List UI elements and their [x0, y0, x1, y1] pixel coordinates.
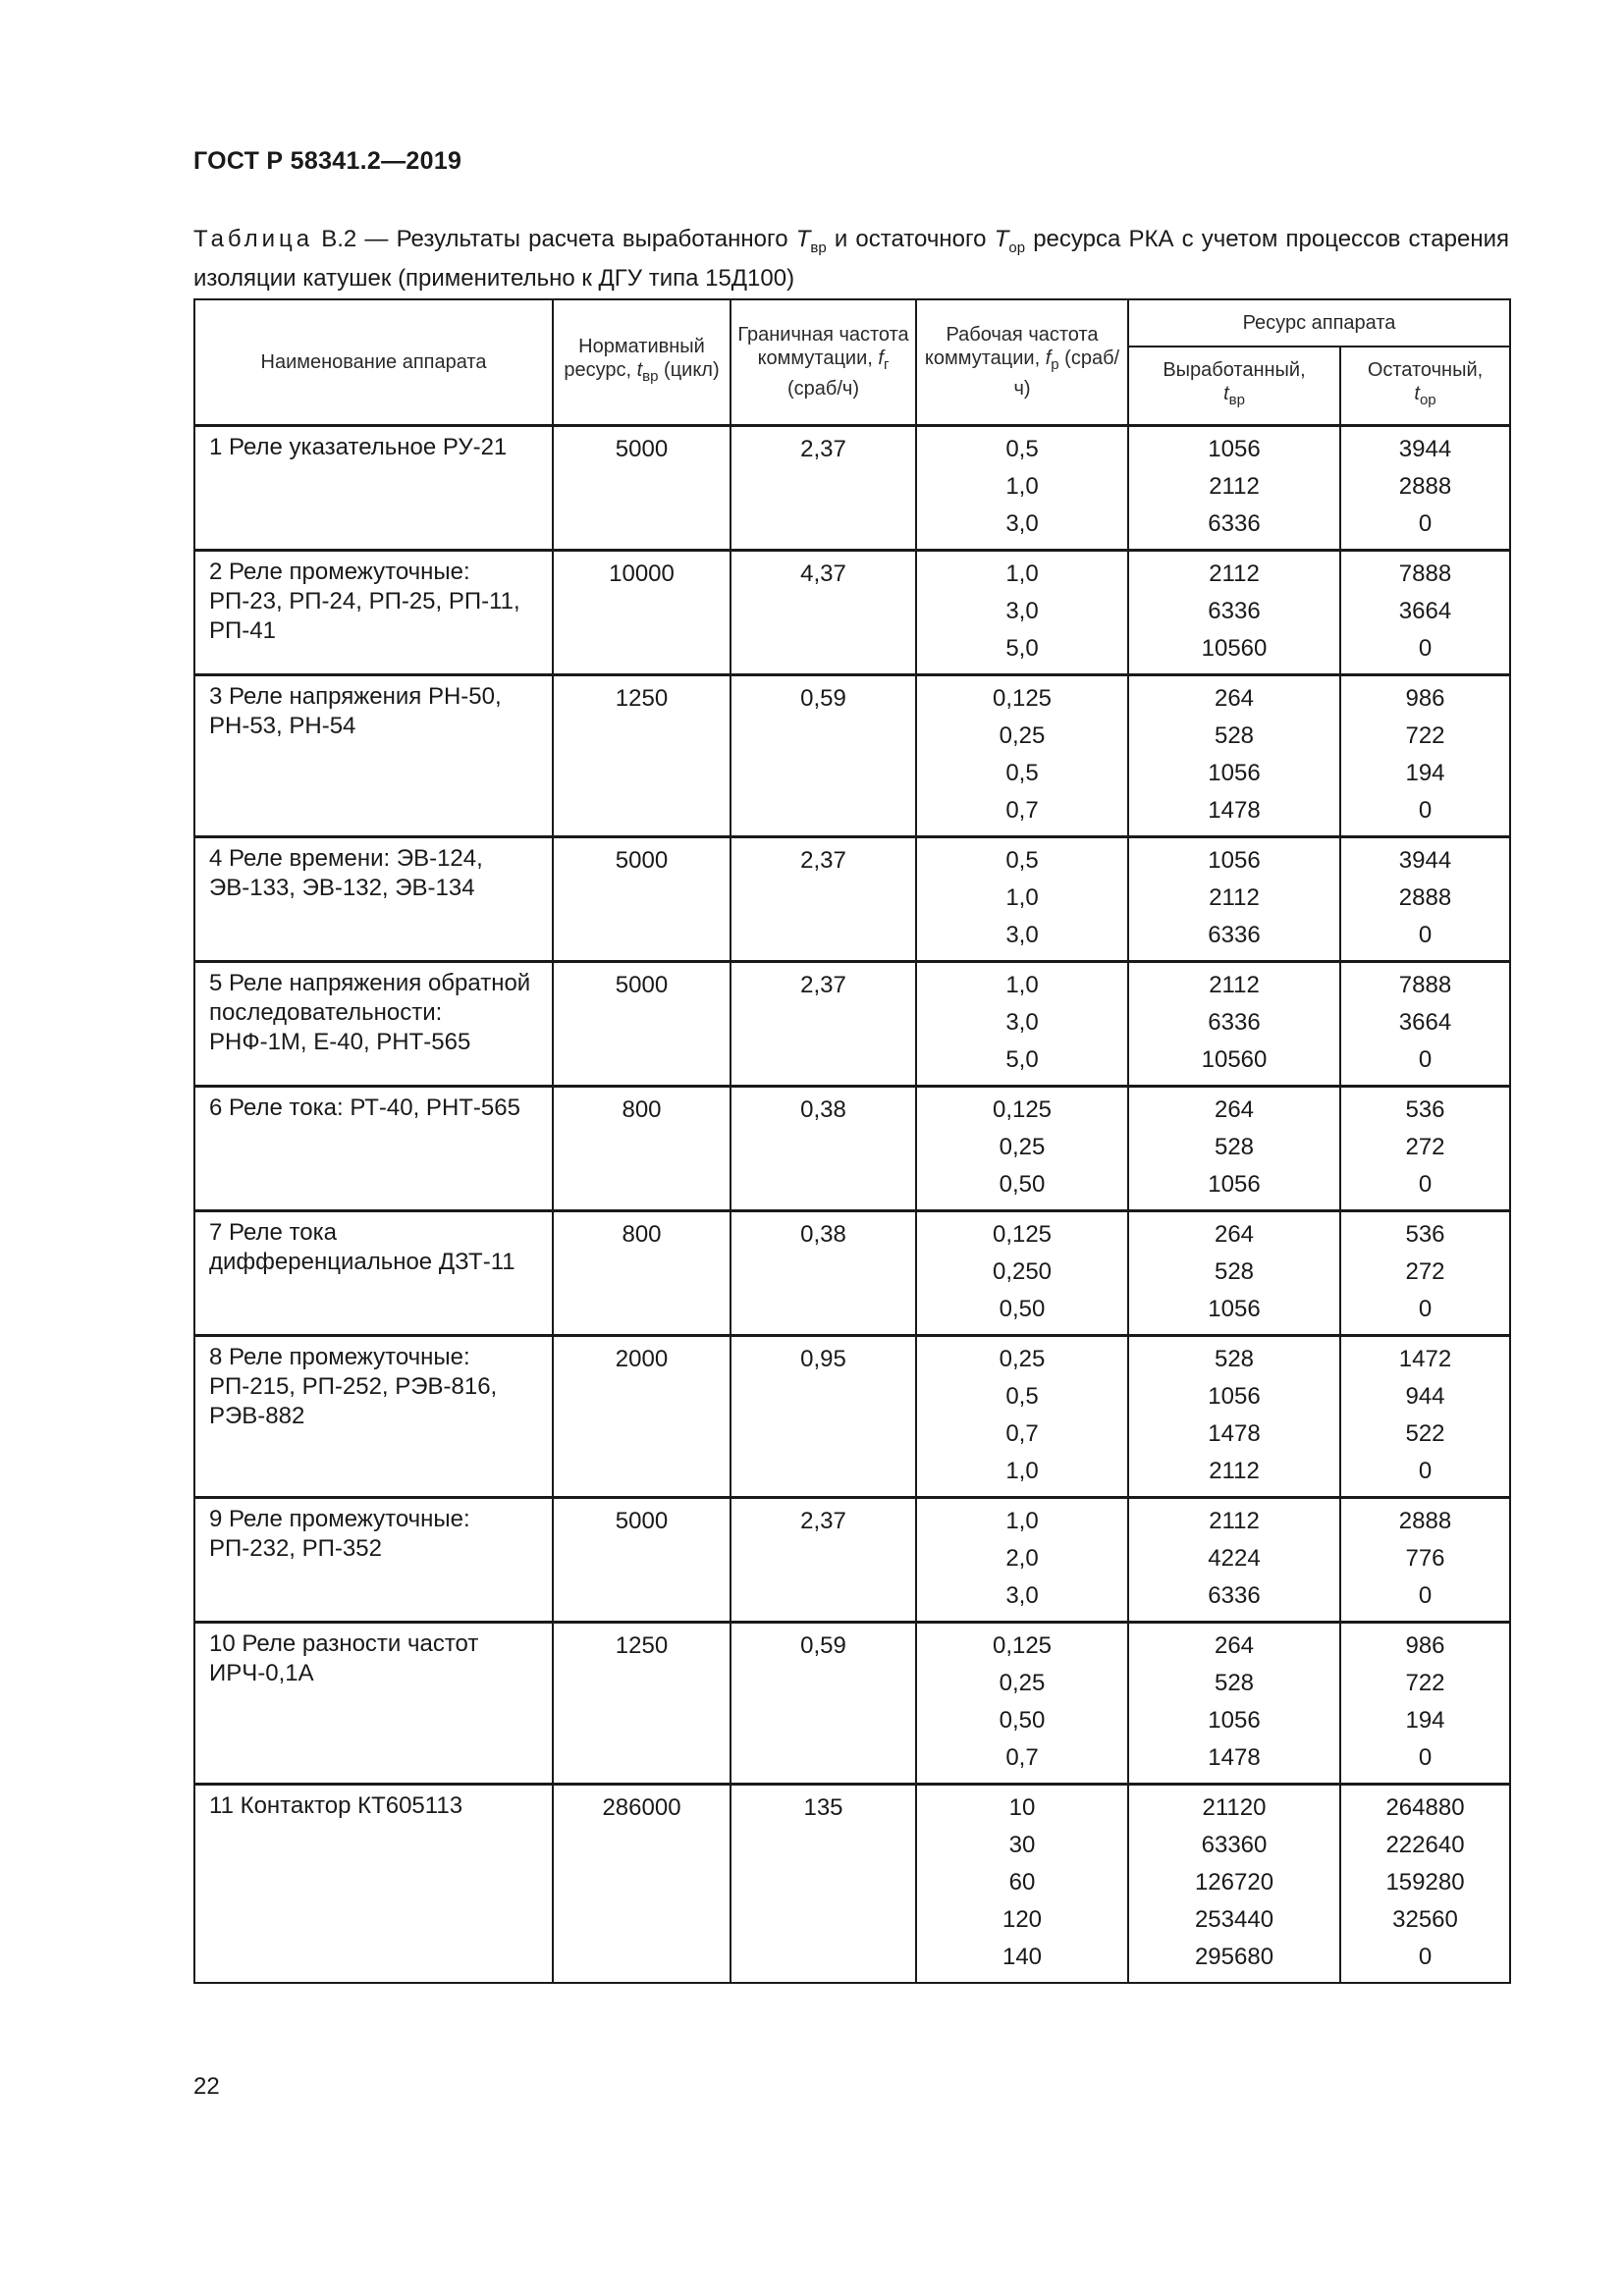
working-frequency-value: 0,25	[999, 1133, 1046, 1160]
working-frequency-value: 0,125	[992, 1631, 1053, 1659]
residual-resource-cell	[1340, 1210, 1510, 1335]
residual-resource-value: 264880	[1385, 1793, 1465, 1821]
used-resource-cell	[1128, 1086, 1340, 1210]
device-name-cell: 1 Реле указательное РУ-21	[194, 425, 553, 550]
residual-resource-value: 986	[1405, 684, 1445, 712]
working-frequency-cell	[916, 1784, 1128, 1983]
residual-resource-value: 722	[1405, 1669, 1445, 1696]
residual-resource-value: 3944	[1398, 846, 1452, 874]
table-row	[194, 961, 1510, 1086]
table-row	[194, 1497, 1510, 1622]
working-frequency-value: 0,5	[1005, 759, 1039, 786]
working-frequency-value: 3,0	[1005, 597, 1039, 624]
working-frequency-value: 140	[1001, 1943, 1043, 1970]
working-frequency-value: 0,125	[992, 1220, 1053, 1248]
device-name-cell: 11 Контактор КТ605113	[194, 1784, 553, 1983]
residual-resource-value: 0	[1418, 1045, 1433, 1073]
working-frequency-value: 5,0	[1005, 634, 1039, 662]
used-resource-value: 2112	[1209, 1457, 1260, 1484]
working-frequency-value: 0,50	[999, 1170, 1046, 1198]
used-resource-value: 10560	[1201, 634, 1268, 662]
residual-resource-value: 159280	[1385, 1868, 1465, 1896]
working-frequency-value: 1,0	[1005, 1457, 1039, 1484]
boundary-frequency-cell: 135	[731, 1784, 916, 1983]
residual-resource-value: 2888	[1398, 472, 1452, 500]
device-name-cell: 10 Реле разности частот ИРЧ-0,1А	[194, 1622, 553, 1784]
residual-resource-cell	[1340, 1335, 1510, 1497]
device-name-cell: 7 Реле тока дифференциальное ДЗТ-11	[194, 1210, 553, 1335]
used-resource-cell	[1128, 425, 1340, 550]
boundary-frequency-cell: 2,37	[731, 1497, 916, 1622]
working-frequency-value: 30	[1008, 1831, 1036, 1858]
used-resource-cell	[1128, 1497, 1340, 1622]
caption-text-2: и остаточного	[826, 226, 995, 252]
results-table-wrapper	[193, 298, 1509, 1984]
working-frequency-value: 0,125	[992, 1095, 1053, 1123]
table-header	[194, 299, 1510, 425]
residual-resource-value: 0	[1418, 1295, 1433, 1322]
device-name-cell: 8 Реле промежуточные: РП-215, РП-252, РЭВ-816, РЭВ-882	[194, 1335, 553, 1497]
device-name-cell: 3 Реле напряжения РН-50, РН-53, РН-54	[194, 674, 553, 836]
table-row	[194, 1622, 1510, 1784]
residual-resource-cell	[1340, 1086, 1510, 1210]
column-header-working-frequency: Рабочая частота коммутации, $f_р$ (сраб/ч)	[916, 299, 1128, 425]
table-row	[194, 836, 1510, 961]
working-frequency-value: 1,0	[1005, 1507, 1039, 1534]
device-name-cell: 5 Реле напряжения обратной последовательности: РНФ-1М, Е-40, РНТ-565	[194, 961, 553, 1086]
residual-resource-value: 536	[1405, 1220, 1445, 1248]
document-header: ГОСТ Р 58341.2—2019	[193, 147, 462, 175]
used-resource-value: 528	[1214, 1669, 1255, 1696]
residual-resource-value: 986	[1405, 1631, 1445, 1659]
residual-resource-value: 3944	[1398, 435, 1452, 462]
used-resource-value: 6336	[1208, 597, 1261, 624]
used-resource-value: 6336	[1208, 921, 1261, 948]
working-frequency-value: 1,0	[1005, 971, 1039, 998]
working-frequency-cell	[916, 961, 1128, 1086]
used-resource-cell	[1128, 1784, 1340, 1983]
residual-resource-value: 2888	[1398, 883, 1452, 911]
working-frequency-cell	[916, 1086, 1128, 1210]
boundary-frequency-cell: 2,37	[731, 425, 916, 550]
residual-resource-value: 944	[1405, 1382, 1445, 1410]
device-name-cell: 9 Реле промежуточные: РП-232, РП-352	[194, 1497, 553, 1622]
used-resource-value: 253440	[1194, 1905, 1274, 1933]
used-resource-cell	[1128, 1210, 1340, 1335]
working-frequency-value: 0,7	[1005, 1743, 1039, 1771]
residual-resource-value: 0	[1418, 509, 1433, 537]
normative-resource-cell: 5000	[553, 836, 731, 961]
working-frequency-cell	[916, 1210, 1128, 1335]
working-frequency-value: 60	[1008, 1868, 1036, 1896]
boundary-frequency-cell: 0,38	[731, 1086, 916, 1210]
used-resource-value: 2112	[1209, 1507, 1260, 1534]
residual-resource-value: 0	[1418, 921, 1433, 948]
used-resource-value: 2112	[1209, 560, 1260, 587]
table-row	[194, 1784, 1510, 1983]
caption-text-1: В.2 — Результаты расчета выработанного	[313, 226, 796, 252]
used-resource-value: 528	[1214, 1133, 1255, 1160]
column-header-boundary-frequency: Граничная частота коммутации, $f_г$ (сраб/ч)	[731, 299, 916, 425]
residual-resource-value: 0	[1418, 1743, 1433, 1771]
device-name-cell: 4 Реле времени: ЭВ-124, ЭВ-133, ЭВ-132, ЭВ-134	[194, 836, 553, 961]
used-resource-value: 1056	[1208, 1382, 1261, 1410]
column-header-used-resource: Выработанный, $t_{вр}$	[1128, 347, 1340, 425]
working-frequency-value: 2,0	[1005, 1544, 1039, 1572]
used-resource-value: 1478	[1208, 796, 1261, 824]
used-resource-value: 1056	[1208, 846, 1261, 874]
residual-resource-value: 194	[1405, 1706, 1445, 1734]
table-row	[194, 674, 1510, 836]
residual-resource-value: 522	[1405, 1419, 1445, 1447]
residual-resource-cell	[1340, 836, 1510, 961]
normative-resource-cell: 800	[553, 1210, 731, 1335]
table-body	[194, 425, 1510, 1983]
residual-resource-value: 32560	[1392, 1905, 1458, 1933]
residual-resource-cell	[1340, 1497, 1510, 1622]
used-resource-value: 10560	[1201, 1045, 1268, 1073]
used-resource-value: 528	[1214, 721, 1255, 749]
used-resource-value: 1056	[1208, 1295, 1261, 1322]
table-caption	[193, 224, 1509, 294]
residual-resource-value: 722	[1405, 721, 1445, 749]
used-resource-cell	[1128, 961, 1340, 1086]
table-row	[194, 1335, 1510, 1497]
residual-resource-value: 2888	[1398, 1507, 1452, 1534]
working-frequency-value: 1,0	[1005, 560, 1039, 587]
working-frequency-cell	[916, 1335, 1128, 1497]
working-frequency-value: 0,5	[1005, 1382, 1039, 1410]
used-resource-value: 2112	[1209, 883, 1260, 911]
normative-resource-cell: 5000	[553, 961, 731, 1086]
used-resource-value: 528	[1214, 1345, 1255, 1372]
caption-var-2: T	[994, 226, 1009, 252]
working-frequency-value: 120	[1001, 1905, 1043, 1933]
table-row	[194, 550, 1510, 674]
used-resource-value: 1478	[1208, 1419, 1261, 1447]
used-resource-value: 264	[1214, 1095, 1255, 1123]
working-frequency-value: 0,25	[999, 1345, 1046, 1372]
used-resource-cell	[1128, 674, 1340, 836]
working-frequency-value: 0,250	[992, 1257, 1053, 1285]
normative-resource-cell: 800	[553, 1086, 731, 1210]
used-resource-value: 1478	[1208, 1743, 1261, 1771]
normative-resource-cell: 5000	[553, 1497, 731, 1622]
working-frequency-cell	[916, 836, 1128, 961]
used-resource-value: 21120	[1202, 1793, 1267, 1821]
residual-resource-value: 536	[1405, 1095, 1445, 1123]
working-frequency-value: 0,7	[1005, 1419, 1039, 1447]
caption-sub-1: вр	[810, 239, 827, 256]
residual-resource-value: 7888	[1398, 971, 1452, 998]
used-resource-value: 295680	[1194, 1943, 1274, 1970]
residual-resource-value: 0	[1418, 1943, 1433, 1970]
working-frequency-value: 0,5	[1005, 846, 1039, 874]
table-row	[194, 425, 1510, 550]
used-resource-value: 264	[1214, 1220, 1255, 1248]
used-resource-value: 264	[1214, 1631, 1255, 1659]
working-frequency-cell	[916, 425, 1128, 550]
used-resource-value: 126720	[1194, 1868, 1274, 1896]
working-frequency-value: 0,25	[999, 1669, 1046, 1696]
used-resource-cell	[1128, 836, 1340, 961]
residual-resource-value: 0	[1418, 1170, 1433, 1198]
normative-resource-cell: 10000	[553, 550, 731, 674]
caption-label: Таблица	[193, 226, 314, 252]
used-resource-value: 2112	[1209, 472, 1260, 500]
residual-resource-value: 0	[1418, 634, 1433, 662]
boundary-frequency-cell: 2,37	[731, 961, 916, 1086]
residual-resource-value: 3664	[1398, 597, 1452, 624]
caption-text-3: ресурса РКА с учетом процессов старения изоляции катушек (применительно к ДГУ типа 15Д100)	[193, 226, 1509, 292]
residual-resource-cell	[1340, 1622, 1510, 1784]
used-resource-value: 1056	[1208, 435, 1261, 462]
working-frequency-value: 5,0	[1005, 1045, 1039, 1073]
table-row	[194, 1086, 1510, 1210]
working-frequency-value: 3,0	[1005, 1008, 1039, 1036]
caption-var-1: T	[795, 226, 811, 252]
working-frequency-value: 0,25	[999, 721, 1046, 749]
used-resource-value: 1056	[1208, 1170, 1261, 1198]
boundary-frequency-cell: 0,59	[731, 1622, 916, 1784]
device-name-cell: 2 Реле промежуточные: РП-23, РП-24, РП-25, РП-11, РП-41	[194, 550, 553, 674]
working-frequency-value: 0,50	[999, 1706, 1046, 1734]
residual-resource-cell	[1340, 961, 1510, 1086]
residual-resource-value: 1472	[1398, 1345, 1452, 1372]
used-resource-cell	[1128, 1335, 1340, 1497]
working-frequency-value: 10	[1008, 1793, 1036, 1821]
used-resource-value: 6336	[1208, 509, 1261, 537]
residual-resource-value: 0	[1418, 1581, 1433, 1609]
used-resource-cell	[1128, 550, 1340, 674]
column-header-name: Наименование аппарата	[194, 299, 553, 425]
normative-resource-cell: 2000	[553, 1335, 731, 1497]
used-resource-value: 63360	[1201, 1831, 1268, 1858]
page-number: 22	[193, 2073, 220, 2100]
working-frequency-value: 0,50	[999, 1295, 1046, 1322]
column-header-normative: Нормативный ресурс, $t_{вр}$ (цикл)	[553, 299, 731, 425]
boundary-frequency-cell: 0,38	[731, 1210, 916, 1335]
working-frequency-value: 3,0	[1005, 921, 1039, 948]
boundary-frequency-cell: 0,95	[731, 1335, 916, 1497]
residual-resource-value: 272	[1405, 1133, 1445, 1160]
working-frequency-value: 0,5	[1005, 435, 1039, 462]
used-resource-value: 264	[1214, 684, 1255, 712]
working-frequency-cell	[916, 550, 1128, 674]
used-resource-cell	[1128, 1622, 1340, 1784]
residual-resource-value: 7888	[1398, 560, 1452, 587]
working-frequency-value: 1,0	[1005, 883, 1039, 911]
working-frequency-value: 1,0	[1005, 472, 1039, 500]
working-frequency-cell	[916, 1497, 1128, 1622]
residual-resource-cell	[1340, 674, 1510, 836]
boundary-frequency-cell: 0,59	[731, 674, 916, 836]
normative-resource-cell: 286000	[553, 1784, 731, 1983]
used-resource-value: 528	[1214, 1257, 1255, 1285]
residual-resource-value: 272	[1405, 1257, 1445, 1285]
table-row	[194, 1210, 1510, 1335]
working-frequency-value: 3,0	[1005, 1581, 1039, 1609]
residual-resource-value: 222640	[1385, 1831, 1465, 1858]
normative-resource-cell: 1250	[553, 1622, 731, 1784]
working-frequency-value: 0,7	[1005, 796, 1039, 824]
residual-resource-value: 0	[1418, 796, 1433, 824]
used-resource-value: 1056	[1208, 759, 1261, 786]
residual-resource-value: 3664	[1398, 1008, 1452, 1036]
used-resource-value: 6336	[1208, 1581, 1261, 1609]
used-resource-value: 1056	[1208, 1706, 1261, 1734]
normative-resource-cell: 1250	[553, 674, 731, 836]
column-header-resource-group: Ресурс аппарата	[1128, 299, 1510, 347]
used-resource-value: 4224	[1208, 1544, 1261, 1572]
working-frequency-cell	[916, 674, 1128, 836]
residual-resource-value: 194	[1405, 759, 1445, 786]
working-frequency-cell	[916, 1622, 1128, 1784]
used-resource-value: 2112	[1209, 971, 1260, 998]
caption-sub-2: ор	[1008, 239, 1026, 256]
residual-resource-value: 776	[1405, 1544, 1445, 1572]
boundary-frequency-cell: 2,37	[731, 836, 916, 961]
used-resource-value: 6336	[1208, 1008, 1261, 1036]
column-header-residual-resource: Остаточный, $t_{ор}$	[1340, 347, 1510, 425]
residual-resource-cell	[1340, 550, 1510, 674]
normative-resource-cell: 5000	[553, 425, 731, 550]
device-name-cell: 6 Реле тока: РТ-40, РНТ-565	[194, 1086, 553, 1210]
residual-resource-value: 0	[1418, 1457, 1433, 1484]
results-table	[193, 298, 1511, 1984]
residual-resource-cell	[1340, 425, 1510, 550]
working-frequency-value: 3,0	[1005, 509, 1039, 537]
boundary-frequency-cell: 4,37	[731, 550, 916, 674]
residual-resource-cell	[1340, 1784, 1510, 1983]
working-frequency-value: 0,125	[992, 684, 1053, 712]
